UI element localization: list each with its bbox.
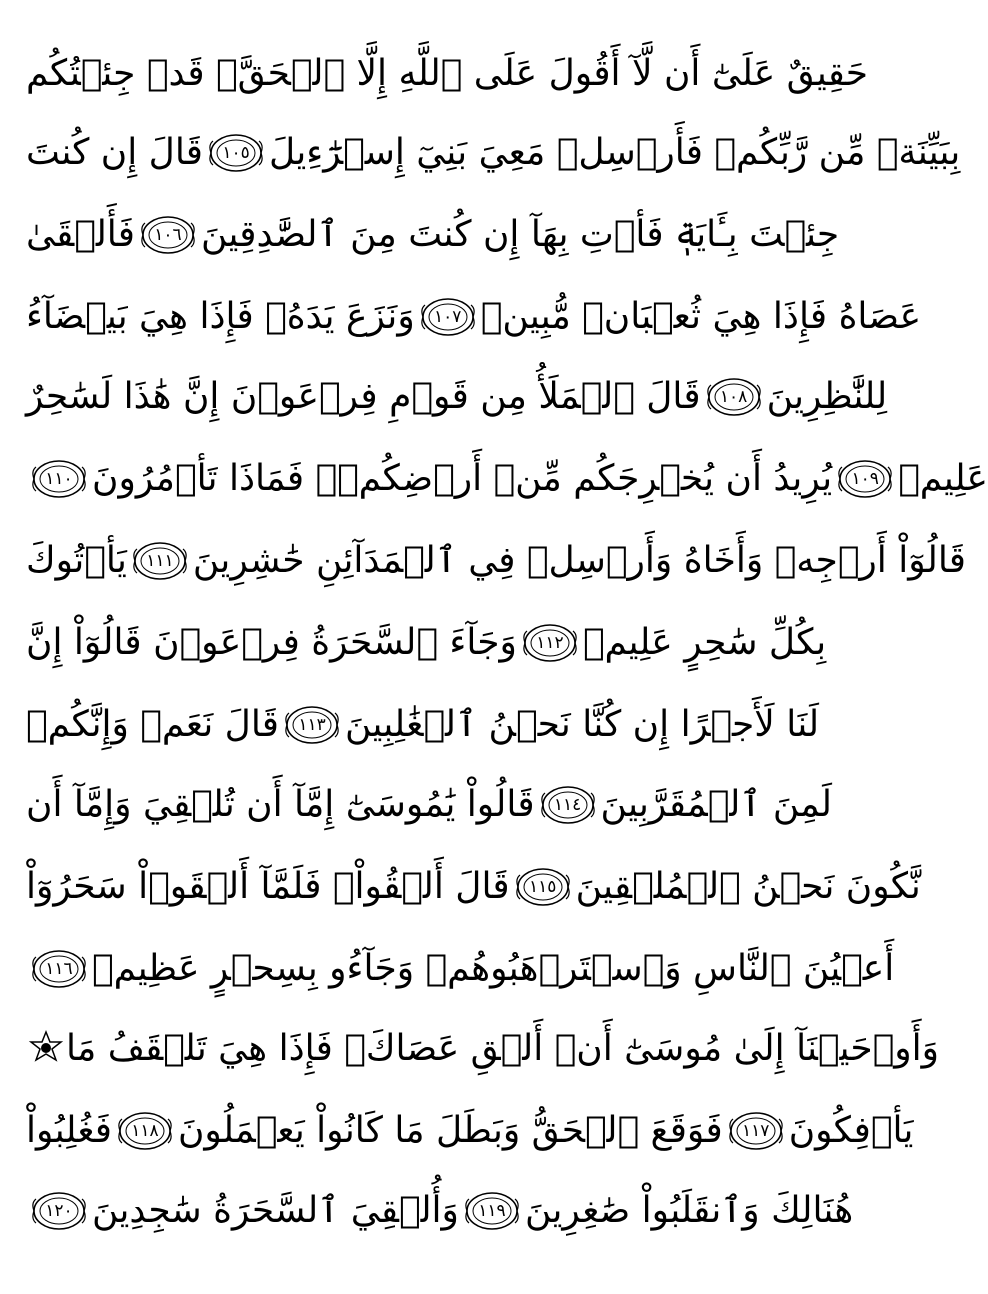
ayah-number-marker	[30, 457, 88, 501]
ayah-number: ١١٦	[45, 959, 73, 979]
verse-text: يَأۡفِكُونَ	[788, 1110, 914, 1151]
verse-text: قَالَ نَعَمۡ وَإِنَّكُمۡ	[26, 704, 280, 745]
verse-line-12	[26, 930, 895, 1008]
verse-text: يَأۡتُوكَ	[26, 540, 127, 581]
verse-line-13	[26, 1010, 939, 1088]
verse-text: قَالَ ٱلۡمَلَأُ مِن قَوۡمِ فِرۡعَوۡنَ إِنَّ هَٰذَا لَسَٰحِرٌ	[26, 376, 701, 417]
ayah-number: ١١٢	[536, 633, 564, 653]
ayah-number-marker	[30, 1189, 88, 1233]
ayah-number-marker	[116, 1109, 174, 1153]
ayah-number: ١١٩	[478, 1201, 506, 1221]
verse-text: وَجَآءَ ٱلسَّحَرَةُ فِرۡعَوۡنَ قَالُوٓاْ إِنَّ	[26, 622, 517, 663]
ayah-number-marker	[514, 865, 572, 909]
verse-text: قَالُوٓاْ أَرۡجِهۡ وَأَخَاهُ وَأَرۡسِلۡ فِي ٱلۡمَدَآئِنِ حَٰشِرِينَ	[192, 540, 966, 581]
verse-line-2	[26, 114, 961, 192]
verse-line-11	[26, 848, 921, 926]
verse-line-7	[26, 522, 966, 600]
verse-text: نَّكُونَ نَحۡنُ ٱلۡمُلۡقِينَ	[575, 866, 921, 907]
verse-text: وَأَوۡحَيۡنَآ إِلَىٰ مُوسَىٰٓ أَنۡ أَلۡقِ عَصَاكَۖ فَإِذَا هِيَ تَلۡقَفُ مَا	[66, 1028, 939, 1069]
verse-line-14	[26, 1092, 914, 1170]
verse-text: يُرِيدُ أَن يُخۡرِجَكُم مِّنۡ أَرۡضِكُمۡۖ فَمَاذَا تَأۡمُرُونَ	[92, 458, 833, 499]
verse-text: حَقِيقٌ عَلَىٰٓ أَن لَّآ أَقُولَ عَلَى ٱللَّهِ إِلَّا ٱلۡحَقَّۚ قَدۡ جِئۡتُكُم	[26, 53, 869, 94]
verse-text: قَالَ إِن كُنتَ	[26, 132, 204, 173]
ayah-number-marker	[131, 539, 189, 583]
ayah-number-marker	[463, 1189, 521, 1233]
verse-text: وَنَزَعَ يَدَهُۥ فَإِذَا هِيَ بَيۡضَآءُ	[26, 296, 415, 337]
ayah-number-marker	[727, 1109, 785, 1153]
ayah-number: ١١٥	[528, 877, 557, 897]
ayah-number-marker	[207, 131, 265, 175]
verse-line-15	[26, 1172, 854, 1250]
ayah-number: ١٠٩	[851, 469, 879, 489]
verse-line-1	[26, 35, 869, 113]
verse-text: عَصَاهُ فَإِذَا هِيَ ثُعۡبَانٞ مُّبِينٞ	[480, 296, 922, 337]
ayah-number: ١٢٠	[45, 1201, 73, 1221]
ayah-number-marker	[419, 295, 477, 339]
ayah-number: ١١٧	[742, 1121, 770, 1141]
sajdah-star-icon	[26, 1029, 66, 1069]
ayah-number-marker	[283, 703, 341, 747]
verse-text: بِبَيِّنَةٖ مِّن رَّبِّكُمۡ فَأَرۡسِلۡ مَعِيَ بَنِيٓ إِسۡرَٰٓءِيلَ	[269, 132, 961, 173]
ayah-number: ١١١	[146, 551, 174, 571]
verse-line-4	[26, 278, 922, 356]
verse-text: فَأَلۡقَىٰ	[26, 214, 135, 255]
verse-text: فَوَقَعَ ٱلۡحَقُّ وَبَطَلَ مَا كَانُواْ يَعۡمَلُونَ	[177, 1110, 723, 1151]
verse-text: فَغُلِبُواْ	[26, 1110, 112, 1151]
verse-text: جِئۡتَ بِـَٔايَةٖ فَأۡتِ بِهَآ إِن كُنتَ مِنَ ٱلصَّٰدِقِينَ	[200, 214, 840, 255]
ayah-number: ١٠٧	[434, 307, 462, 327]
verse-line-6	[26, 440, 988, 518]
verse-text: لِلنَّٰظِرِينَ	[766, 376, 888, 417]
ayah-number: ١١٠	[45, 469, 73, 489]
ayah-number-marker	[836, 457, 894, 501]
verse-line-3	[26, 196, 840, 274]
verse-text: قَالَ أَلۡقُواْۖ فَلَمَّآ أَلۡقَوۡاْ سَحَرُوٓاْ	[26, 866, 510, 907]
verse-text: بِكُلِّ سَٰحِرٍ عَلِيمٖ	[582, 622, 827, 663]
ayah-number: ١١٤	[553, 795, 582, 815]
verse-text: هُنَالِكَ وَٱنقَلَبُواْ صَٰغِرِينَ	[524, 1190, 854, 1231]
ayah-number-marker	[705, 375, 763, 419]
verse-text: قَالُواْ يَٰمُوسَىٰٓ إِمَّآ أَن تُلۡقِيَ وَإِمَّآ أَن	[26, 784, 535, 825]
verse-text: لَنَا لَأَجۡرًا إِن كُنَّا نَحۡنُ ٱلۡغَٰلِبِينَ	[345, 704, 820, 745]
verse-text: لَمِنَ ٱلۡمُقَرَّبِينَ	[600, 784, 833, 825]
verse-text: عَلِيمٞ	[898, 458, 988, 499]
ayah-number: ١٠٥	[222, 143, 250, 163]
verse-text: وَأُلۡقِيَ ٱلسَّحَرَةُ سَٰجِدِينَ	[92, 1190, 459, 1231]
ayah-number: ١١٨	[131, 1121, 159, 1141]
verse-line-9	[26, 686, 820, 764]
verse-line-10	[26, 766, 833, 844]
ayah-number-marker	[139, 213, 197, 257]
ayah-number: ١١٣	[298, 715, 326, 735]
ayah-number-marker	[521, 621, 579, 665]
ayah-number: ١٠٦	[154, 225, 182, 245]
verse-text: أَعۡيُنَ ٱلنَّاسِ وَٱسۡتَرۡهَبُوهُمۡ وَجَآءُو بِسِحۡرٍ عَظِيمٖ	[92, 948, 895, 989]
ayah-number-marker	[30, 947, 88, 991]
verse-line-8	[26, 604, 827, 682]
ayah-number: ١٠٨	[719, 387, 748, 407]
verse-line-5	[26, 358, 888, 436]
ayah-number-marker	[539, 783, 597, 827]
